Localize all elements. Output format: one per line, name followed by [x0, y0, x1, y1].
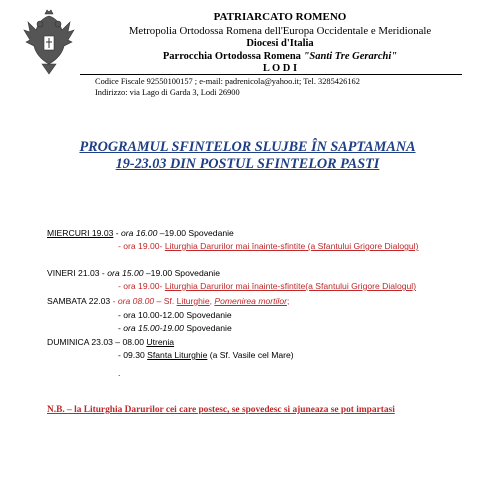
day-saturday: SAMBATA 22.03	[47, 296, 111, 306]
schedule-wednesday	[47, 228, 234, 239]
saturday-commemoration: Pomenirea mortilor	[214, 296, 287, 306]
day-sunday: DUMINICA 23.03	[47, 337, 113, 347]
header-divider	[80, 74, 462, 75]
parish-saints: "Santi Tre Gerarchi"	[303, 51, 398, 62]
contact-line-fiscal-email-phone: Codice Fiscale 92550100157 ; e-mail: padrenicola@yahoo.it; Tel. 3285426162	[95, 77, 360, 86]
liturgy-presanctified: Liturghia Darurilor mai înainte-sfintite	[164, 281, 306, 291]
sunday-matins: Utrenia	[146, 337, 175, 347]
parish-name	[95, 51, 465, 64]
separator: -	[99, 268, 108, 278]
time-saturday: ora 08.00 –	[117, 296, 162, 306]
program-title-line-1: PROGRAMUL SFINTELOR SLUJBE ÎN SAPTAMANA	[79, 139, 416, 155]
service-wednesday: –19.00 Spovedanie	[157, 228, 234, 238]
schedule-friday-liturgy	[118, 281, 416, 292]
parish-label: Parrocchia Ortodossa Romena	[162, 51, 301, 62]
service-saturday-afternoon: Spovedanie	[183, 323, 232, 333]
separator: -	[118, 323, 124, 333]
liturgy-presanctified: Liturghia Darurilor mai înainte-sfintite	[164, 241, 306, 251]
saint-gregory: (a Sfantului Grigore Dialogul)	[305, 241, 419, 251]
time-wednesday: ora 16.00	[121, 228, 158, 238]
metropolis-name: Metropolia Ortodossa Romena dell'Europa Occidentale e Meridionale	[128, 25, 432, 37]
time-friday: ora 15.00	[107, 268, 144, 278]
schedule-saturday	[47, 296, 289, 307]
separator: -	[113, 228, 122, 238]
program-title-line-2: 19-23.03 DIN POSTUL SFINTELOR PASTI	[115, 156, 380, 172]
time-sunday: – 08.00	[112, 337, 147, 347]
time-saturday-afternoon: ora 15.00-19.00	[123, 323, 184, 333]
day-friday: VINERI 21.03	[47, 268, 100, 278]
stray-dot: .	[118, 368, 121, 378]
holy-liturgy: Sfanta Liturghie	[147, 350, 208, 360]
schedule-friday	[47, 268, 220, 279]
diocese-name: Diocesi d'Italia	[246, 38, 314, 49]
schedule-wednesday-liturgy	[118, 241, 418, 252]
day-wednesday: MIERCURI 19.03	[47, 228, 114, 238]
patriarchate-title: PATRIARCATO ROMENO	[213, 11, 347, 23]
double-headed-eagle-emblem	[22, 8, 76, 78]
city-name: L O D I	[262, 63, 298, 74]
schedule-sunday-liturgy	[118, 350, 294, 361]
saturday-liturgy: Liturghie	[176, 296, 210, 306]
saturday-sf: Sf.	[161, 296, 177, 306]
time-sunday-liturgy: - 09.30	[118, 350, 148, 360]
nb-note: N.B. – la Liturghia Darurilor cei care postesc, se spovedesc si ajuneaza se pot impartasi	[47, 405, 395, 415]
time-wednesday-liturgy: - ora 19.00-	[118, 241, 165, 251]
saint-basil: (a Sf. Vasile cel Mare)	[207, 350, 294, 360]
time-friday-liturgy: - ora 19.00-	[118, 281, 165, 291]
service-friday: –19.00 Spovedanie	[143, 268, 220, 278]
separator: ,	[209, 296, 215, 306]
schedule-saturday-confession-1: - ora 10.00-12.00 Spovedanie	[118, 310, 232, 320]
saint-gregory: (a Sfantului Grigore Dialogul)	[305, 281, 417, 291]
separator: ;	[286, 296, 290, 306]
separator: -	[110, 296, 118, 306]
schedule-saturday-confession-2	[118, 323, 232, 334]
schedule-sunday	[47, 337, 174, 348]
contact-line-address: Indirizzo: via Lago di Garda 3, Lodi 26900	[95, 88, 240, 97]
